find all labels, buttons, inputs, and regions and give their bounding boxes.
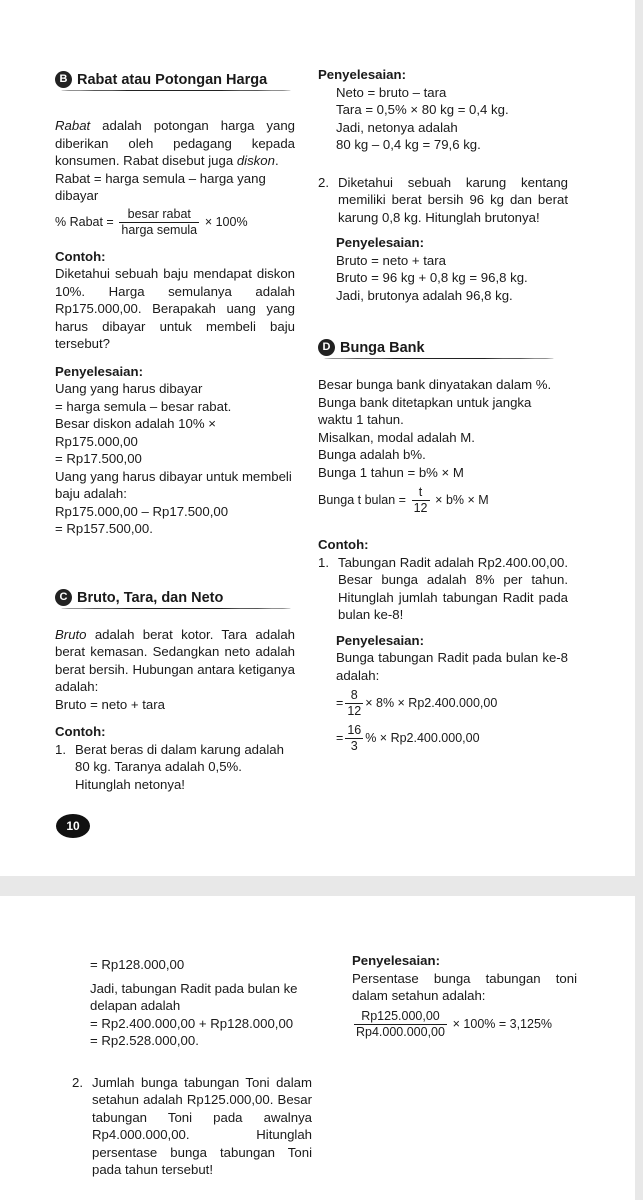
formula-fraction xyxy=(345,688,363,719)
section-c-title: Bruto, Tara, dan Neto xyxy=(77,589,224,606)
fraction-numerator: 8 xyxy=(345,688,363,704)
right-column xyxy=(352,952,577,1040)
solution-line: = Rp2.528.000,00. xyxy=(90,1033,199,1048)
solution-line: = Rp128.000,00 xyxy=(90,957,185,972)
fraction-numerator: t xyxy=(412,485,430,501)
section-c-heading xyxy=(55,588,295,610)
book-page-bottom xyxy=(0,896,635,1200)
example-item-1 xyxy=(55,741,295,794)
penyelesaian-label: Penyelesaian: xyxy=(336,632,424,648)
heading-underline xyxy=(61,90,291,91)
heading-underline xyxy=(324,358,554,359)
formula-fraction xyxy=(345,723,363,754)
penyelesaian-label: Penyelesaian: xyxy=(318,67,406,82)
fraction-numerator: Rp125.000,00 xyxy=(354,1009,447,1025)
percent-rabat-formula xyxy=(55,207,295,238)
solution-line: Jadi, tabungan Radit pada bulan ke delapan adalah xyxy=(90,980,298,1013)
formula-fraction xyxy=(412,485,430,516)
rabat-formula: Rabat = harga semula – harga yang dibayar xyxy=(55,170,266,203)
fraction-denominator: 12 xyxy=(347,704,362,718)
formula-label: Bunga t bulan = xyxy=(318,492,406,507)
item-number: 2. xyxy=(72,1074,83,1090)
diskon-term: diskon xyxy=(236,153,275,168)
fraction-denominator: 12 xyxy=(413,501,428,515)
contoh-label: Contoh: xyxy=(318,537,369,552)
radit-formula-1 xyxy=(336,688,568,719)
equals-sign: = xyxy=(336,730,344,745)
fraction-denominator: 3 xyxy=(350,739,358,753)
formula-multiplier: × b% × M xyxy=(435,492,489,507)
percent-rabat-fraction xyxy=(119,207,199,238)
bruto-def-text: adalah berat kotor. Tara adalah berat kemasan. Sedangkan neto adalah berat bersih. Hubungan antara ketiganya adalah: xyxy=(55,626,295,694)
rabat-solution-line: = Rp157.500,00. xyxy=(55,521,153,536)
bruto-definition xyxy=(55,626,295,696)
solution-line: = Rp2.400.000,00 + Rp128.000,00 xyxy=(90,1015,294,1031)
radit-formula-2 xyxy=(336,723,568,754)
rabat-solution-line: baju adalah: xyxy=(55,486,127,501)
section-d-badge: D xyxy=(318,339,335,356)
example-item-1 xyxy=(318,554,568,624)
item-number: 1. xyxy=(318,554,329,570)
item-text: Diketahui sebuah karung kentang memiliki berat bersih 96 kg dan berat karung 0,8 kg. Hitunglah brutonya! xyxy=(338,174,568,225)
rabat-def-text: adalah potongan harga yang diberikan oleh pedagang kepada konsumen. Rabat disebut juga xyxy=(55,118,295,168)
percent-rabat-label: % Rabat = xyxy=(55,214,114,229)
rabat-term: Rabat xyxy=(55,118,91,133)
penyelesaian-label: Penyelesaian: xyxy=(55,363,143,379)
penyelesaian-label: Penyelesaian: xyxy=(336,235,424,250)
bruto-solution xyxy=(318,234,568,304)
bunga-t-bulan-formula xyxy=(318,485,568,516)
bunga-line: Bunga 1 tahun = b% × M xyxy=(318,464,464,480)
rabat-solution-line: Uang yang harus dibayar untuk membeli xyxy=(55,468,292,484)
bunga-line: Besar bunga bank dinyatakan dalam %. xyxy=(318,377,552,392)
fraction-denominator: harga semula xyxy=(121,222,198,237)
example-item-2 xyxy=(72,1074,312,1179)
item-text: Berat beras di dalam karung adalah 80 kg. Taranya adalah 0,5%. Hitunglah netonya! xyxy=(75,741,284,792)
section-b-badge: B xyxy=(55,71,72,88)
right-column xyxy=(318,66,568,754)
equals-sign: = xyxy=(336,695,344,710)
section-b-title: Rabat atau Potongan Harga xyxy=(77,72,268,88)
left-column xyxy=(72,956,312,1179)
rabat-definition xyxy=(55,117,295,170)
fraction-denominator: Rp4.000.000,00 xyxy=(356,1024,445,1039)
left-column xyxy=(55,70,295,793)
rabat-example-text: Diketahui sebuah baju mendapat diskon 10%. Harga semulanya adalah Rp175.000,00. Berapakah uang yang harus dibayar untuk membeli baju tersebut? xyxy=(55,266,295,351)
rabat-solution-line: Uang yang harus dibayar xyxy=(55,381,203,396)
fraction-numerator: besar rabat xyxy=(119,207,199,223)
heading-underline xyxy=(61,608,291,609)
solution-line: 80 kg – 0,4 kg = 79,6 kg. xyxy=(336,137,481,152)
percent-rabat-multiplier: × 100% xyxy=(204,214,248,229)
page-number: 10 xyxy=(56,814,90,838)
penyelesaian-label: Penyelesaian: xyxy=(352,953,440,968)
solution-line: Bruto = neto + tara xyxy=(336,252,446,268)
bunga-line: Bunga adalah b%. xyxy=(318,447,426,462)
solution-line: Tara = 0,5% × 80 kg = 0,4 kg. xyxy=(336,102,509,117)
item-number: 1. xyxy=(55,741,66,757)
solution-text: Persentase bunga tabungan toni dalam setahun adalah: xyxy=(352,970,577,1003)
formula-rest: × 100% = 3,125% xyxy=(452,1016,553,1031)
radit-solution xyxy=(318,632,568,755)
rabat-solution-line: = harga semula – besar rabat. xyxy=(55,398,232,414)
contoh-label: Contoh: xyxy=(55,724,106,739)
solution-line: Jadi, brutonya adalah 96,8 kg. xyxy=(336,287,513,303)
solution-text: Bunga tabungan Radit pada bulan ke-8 adalah: xyxy=(336,650,568,683)
neto-solution xyxy=(318,84,568,154)
solution-line: Jadi, netonya adalah xyxy=(336,119,458,135)
fraction-numerator: 16 xyxy=(347,723,362,737)
example-item-2 xyxy=(318,174,568,227)
section-d-title: Bunga Bank xyxy=(340,340,425,356)
rabat-def-end: . xyxy=(274,153,279,168)
formula-rest: % × Rp2.400.000,00 xyxy=(365,730,480,745)
formula-rest: × 8% × Rp2.400.000,00 xyxy=(365,695,498,710)
section-c-badge: C xyxy=(55,589,72,606)
item-text: Jumlah bunga tabungan Toni dalam setahun adalah Rp125.000,00. Besar tabungan Toni pada awalnya Rp4.000.000,00. Hitunglah persentase bunga tabungan Toni pada tahun tersebut! xyxy=(92,1074,312,1177)
bruto-term: Bruto xyxy=(55,626,87,642)
section-d-heading xyxy=(318,338,568,360)
solution-line: Neto = bruto – tara xyxy=(336,84,447,100)
solution-line: Bruto = 96 kg + 0,8 kg = 96,8 kg. xyxy=(336,270,528,285)
formula-fraction xyxy=(354,1009,447,1040)
bunga-line: Misalkan, modal adalah M. xyxy=(318,429,475,445)
toni-formula xyxy=(352,1009,577,1040)
rabat-solution-line: Besar diskon adalah 10% × Rp175.000,00 xyxy=(55,416,216,449)
contoh-label: Contoh: xyxy=(55,248,106,264)
bruto-formula: Bruto = neto + tara xyxy=(55,696,165,712)
bunga-bank-text xyxy=(318,376,568,481)
rabat-solution-line: = Rp17.500,00 xyxy=(55,451,142,466)
bunga-line: Bunga bank ditetapkan untuk jangka waktu 1 tahun. xyxy=(318,394,532,427)
rabat-solution-line: Rp175.000,00 – Rp17.500,00 xyxy=(55,503,229,519)
section-b-heading xyxy=(55,70,295,92)
item-text: Tabungan Radit adalah Rp2.400.00,00. Besar bunga adalah 8% per tahun. Hitunglah jumlah tabungan Radit pada bulan ke-8! xyxy=(338,554,568,622)
item-number: 2. xyxy=(318,174,329,190)
radit-total xyxy=(72,956,312,1050)
